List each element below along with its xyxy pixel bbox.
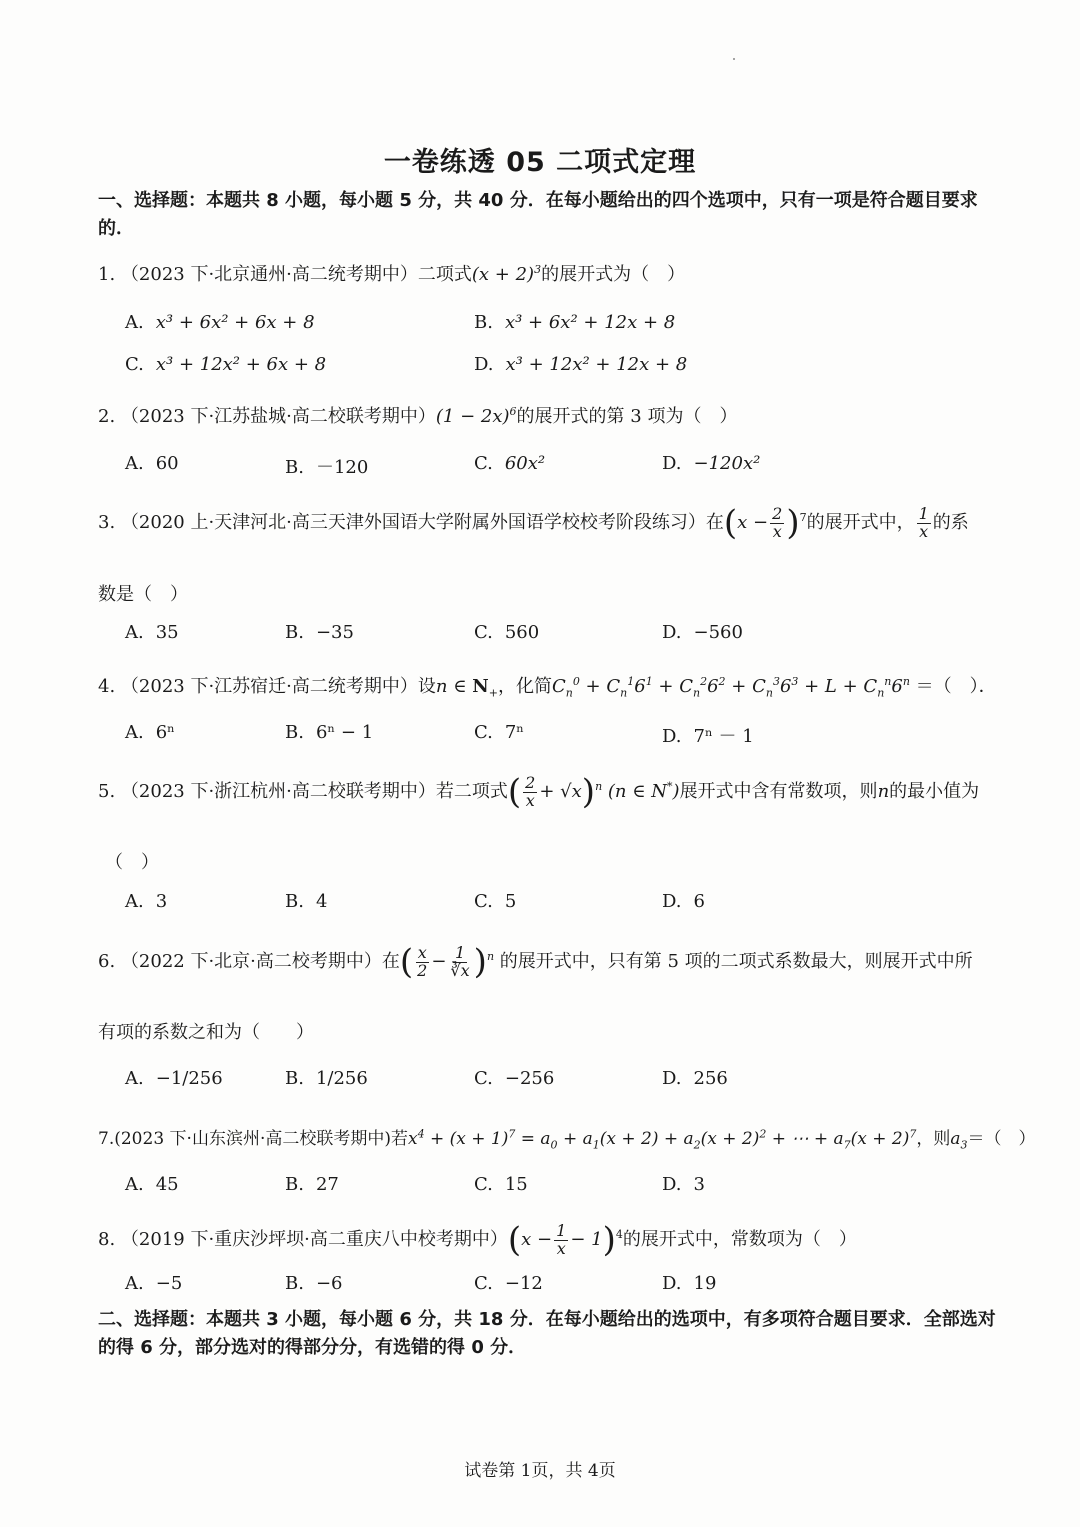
scan-speck: [733, 58, 735, 60]
option-6c[interactable]: C. −256: [474, 1068, 555, 1089]
option-3c[interactable]: C. 560: [474, 622, 540, 643]
option-5b[interactable]: B. 4: [285, 891, 328, 912]
option-8b[interactable]: B. −6: [285, 1273, 343, 1294]
option-4b[interactable]: B. 6ⁿ − 1: [285, 722, 374, 743]
page-footer: 试卷第 1页，共 4页: [464, 1461, 616, 1481]
option-8a[interactable]: A. −5: [125, 1273, 183, 1294]
question-3-cont: 数是（ ）: [98, 584, 188, 605]
option-5c[interactable]: C. 5: [474, 891, 517, 912]
option-7a[interactable]: A. 45: [125, 1174, 179, 1195]
question-8: 8. （2019 下·重庆沙坪坝·高二重庆八中校考期中）(x − $\frac{1}{x}$ − 1)$^4$的展开式中，常数项为（ ）: [98, 1220, 857, 1260]
section-1-heading: 一、选择题：本题共 8 小题，每小题 5 分，共 40 分．在每小题给出的四个选项中，只有一项是符合题目要求的．: [98, 190, 978, 239]
option-4d[interactable]: D. 7ⁿ － 1: [662, 726, 754, 747]
option-3a[interactable]: A. 35: [125, 622, 179, 643]
question-2: 2. （2023 下·江苏盐城·高二校联考期中）$(1 - 2x)^6$的展开式的第 3 项为（ ）: [98, 405, 738, 427]
question-1: 1. （2023 下·北京通州·高二统考期中）二项式$(x + 2)^3$的展开式为（ ）: [98, 263, 686, 285]
option-7b[interactable]: B. 27: [285, 1174, 339, 1195]
page-title: 一卷练透 05 二项式定理: [383, 147, 697, 178]
option-1c[interactable]: C. x³ + 12x² + 6x + 8: [125, 354, 327, 375]
question-6: 6. （2022 下·北京·高二校考期中）在( $\frac{x}{2}$ − $\frac{1}{∛x}$ )$^n$ 的展开式中，只有第 5 项的二项式系数最大，则展开式中所: [98, 942, 973, 982]
option-1d[interactable]: D. x³ + 12x² + 12x + 8: [474, 354, 688, 375]
question-7: 7.(2023 下·山东滨州·高二校联考期中)若$x^4 + (x + 1)^7 = a_0 + a_1(x + 2) + a_2(x + 2)^2$ + ⋯ + $a_7(x + 2)^7$，则$a_3=$（ ）: [98, 1127, 1036, 1152]
option-2b[interactable]: B. －120: [285, 457, 369, 478]
option-5d[interactable]: D. 6: [662, 891, 705, 912]
option-8d[interactable]: D. 19: [662, 1273, 717, 1294]
option-1b[interactable]: B. x³ + 6x² + 12x + 8: [474, 312, 676, 333]
option-2a[interactable]: A. 60: [125, 453, 179, 474]
question-5: 5. （2023 下·浙江杭州·高二校联考期中）若二项式( $\frac{2}{x}$ + √x)$^n$ (n ∈ N*)展开式中含有常数项，则n的最小值为: [98, 772, 980, 812]
question-3: 3. （2020 上·天津河北·高三天津外国语大学附属外国语学校校考阶段练习）在(x − $\frac{2}{x}$ )$^7$的展开式中， $\frac{1}{x}$ 的系: [98, 503, 969, 543]
option-2d[interactable]: D. −120x²: [662, 453, 761, 474]
option-8c[interactable]: C. −12: [474, 1273, 543, 1294]
option-4a[interactable]: A. 6ⁿ: [125, 722, 175, 743]
option-7c[interactable]: C. 15: [474, 1174, 528, 1195]
option-1a[interactable]: A. x³ + 6x² + 6x + 8: [125, 312, 315, 333]
option-5a[interactable]: A. 3: [125, 891, 168, 912]
question-6-cont: 有项的系数之和为（ ）: [98, 1022, 314, 1043]
formula: $(x + 2)^3$: [471, 263, 542, 285]
option-7d[interactable]: D. 3: [662, 1174, 705, 1195]
question-5-cont: （ ）: [105, 852, 159, 873]
option-6a[interactable]: A. −1/256: [125, 1068, 223, 1089]
section-2-heading: 二、选择题：本题共 3 小题，每小题 6 分，共 18 分．在每小题给出的选项中，有多项符合题目要求．全部选对的得 6 分，部分选对的得部分分，有选错的得 0 分．: [98, 1309, 996, 1358]
option-6d[interactable]: D. 256: [662, 1068, 728, 1089]
option-2c[interactable]: C. 60x²: [474, 453, 546, 474]
question-4: 4. （2023 下·江苏宿迁·高二统考期中）设n ∈ $N_+$，化简$C_n^0 + C_n^16^1 + C_n^26^2 + C_n^36^3 + L + C_n^n6^n$ ＝（ ）．: [98, 675, 997, 700]
option-3d[interactable]: D. −560: [662, 622, 743, 643]
option-3b[interactable]: B. −35: [285, 622, 354, 643]
option-6b[interactable]: B. 1/256: [285, 1068, 368, 1089]
option-4c[interactable]: C. 7ⁿ: [474, 722, 525, 743]
formula: $(1 - 2x)^6$: [435, 405, 517, 427]
